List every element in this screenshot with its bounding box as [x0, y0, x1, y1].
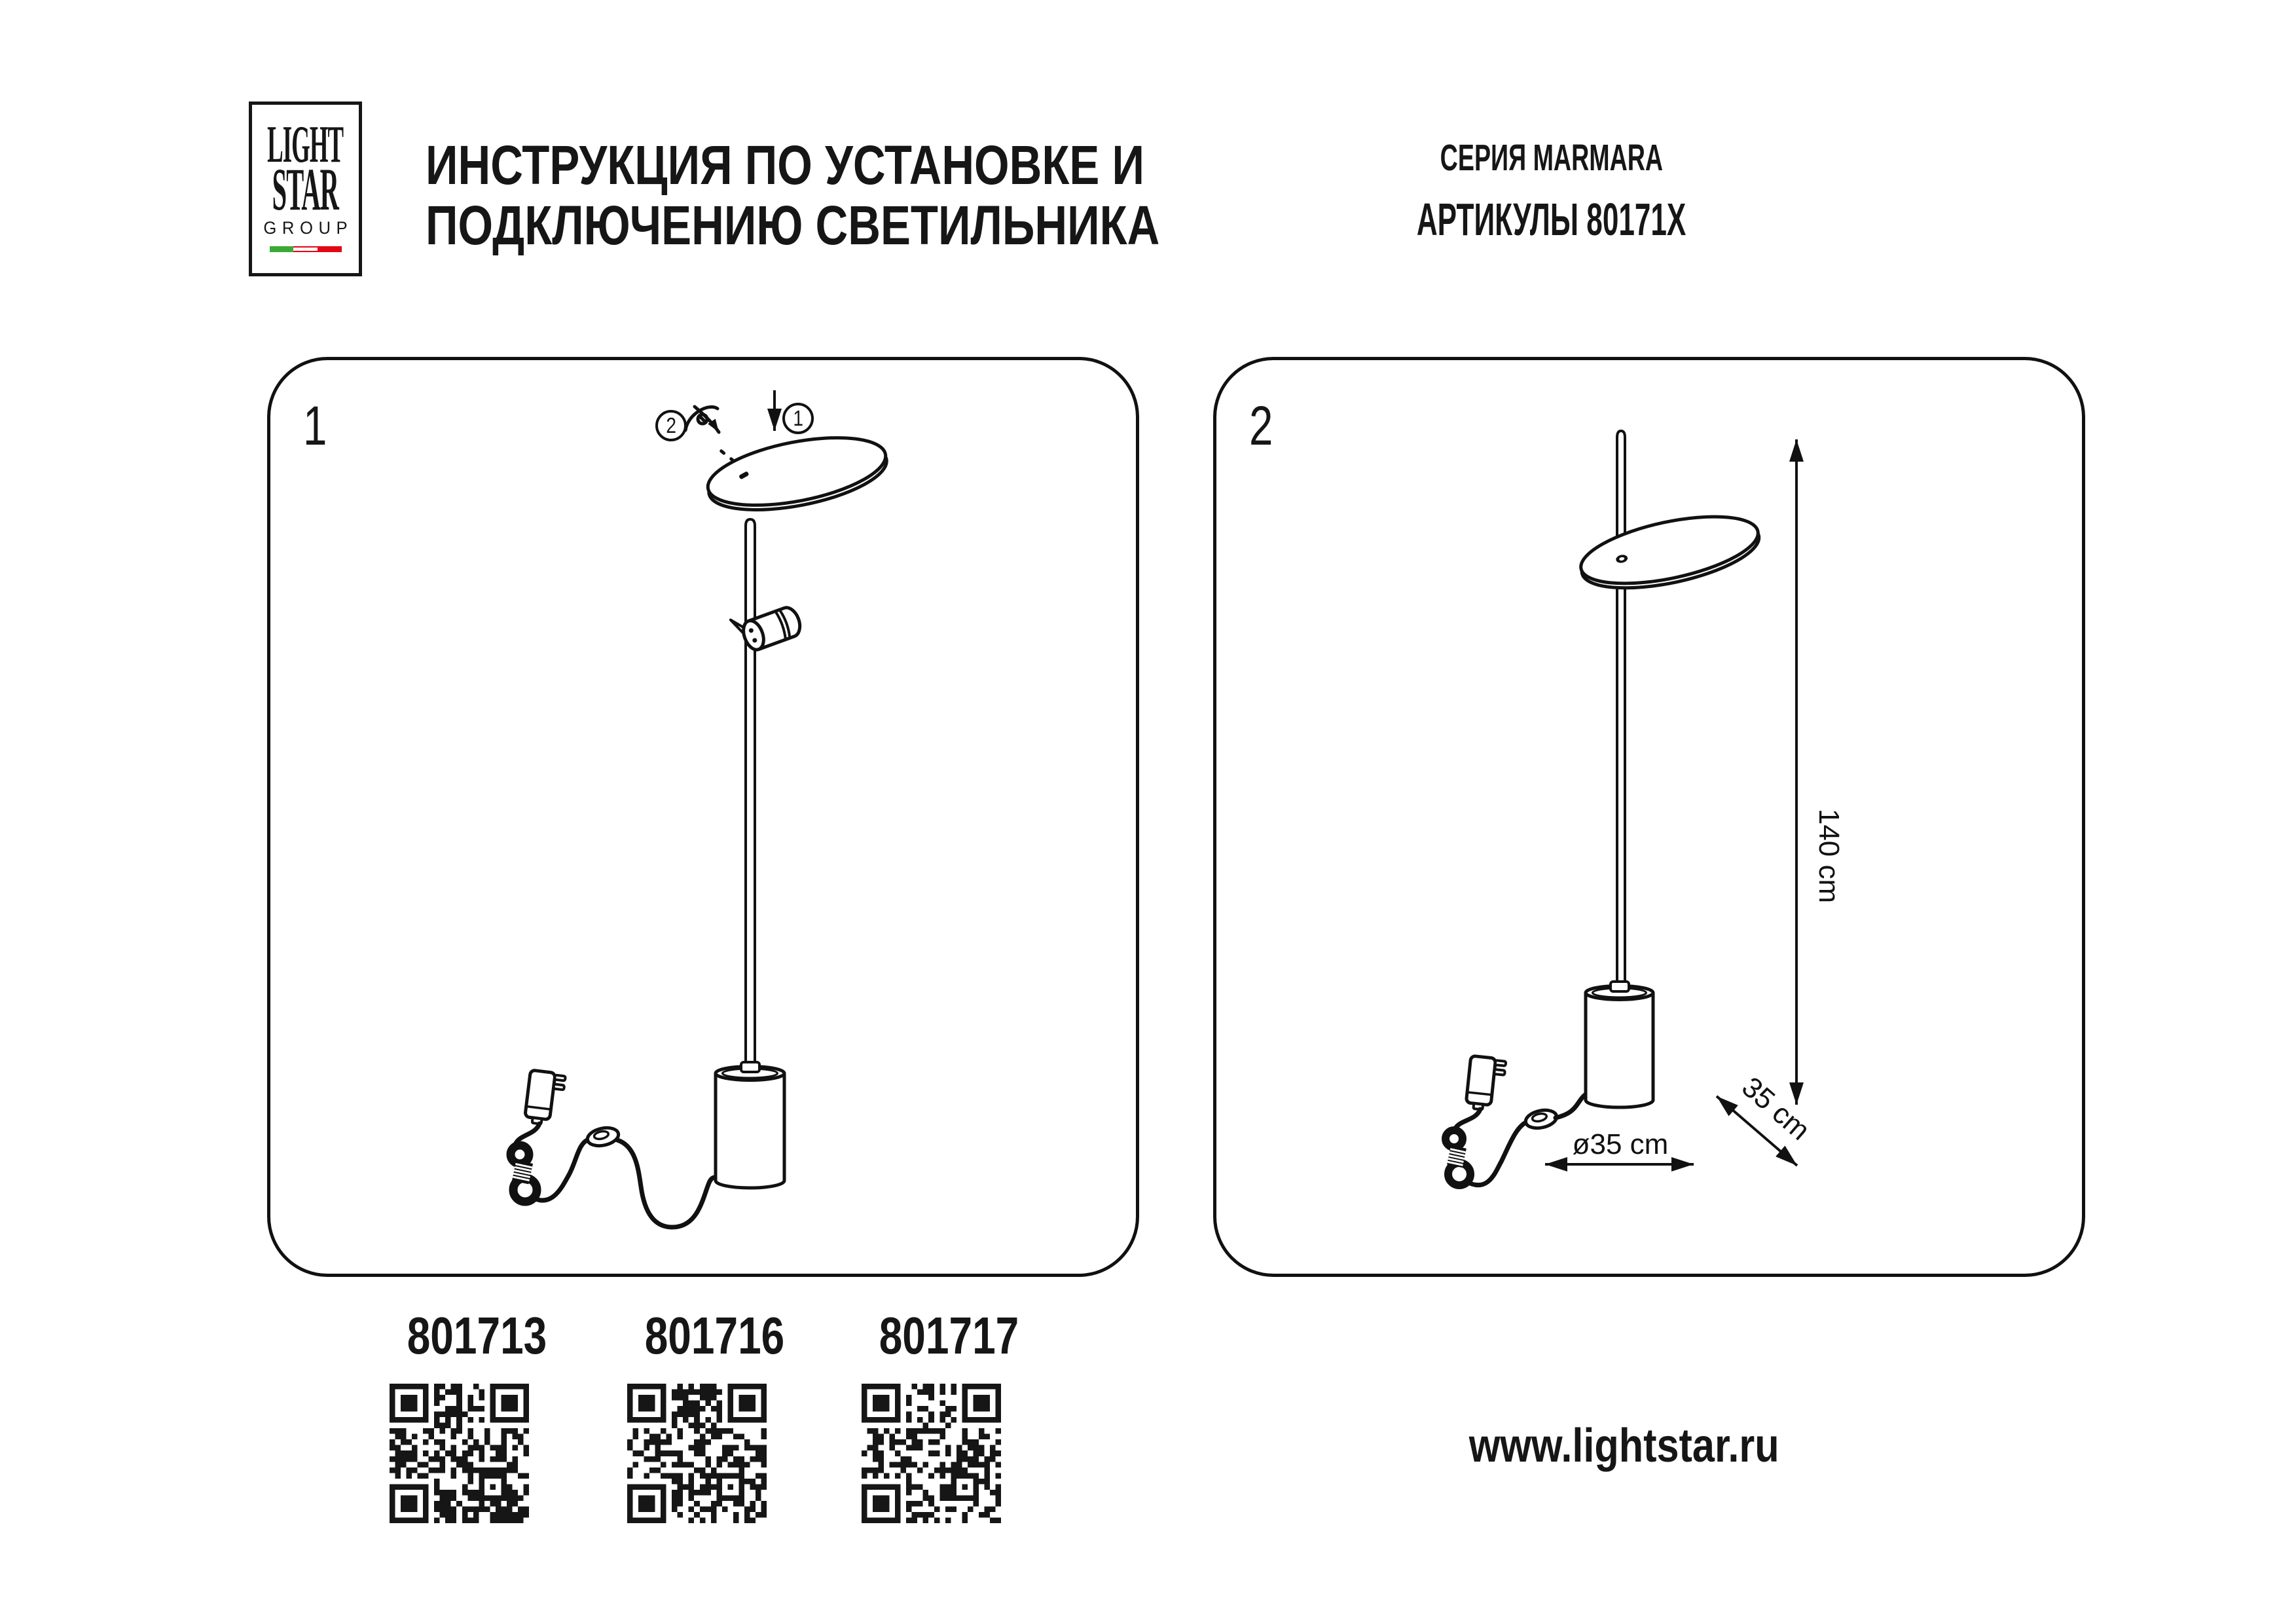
cord-coil	[511, 1145, 537, 1202]
flag-white-stripe	[293, 246, 318, 252]
logo-text-light: LIGHT	[267, 116, 344, 174]
screw-dot	[719, 449, 726, 455]
screw-rotate-icon	[685, 407, 719, 432]
panel-step-2	[1213, 357, 2085, 1277]
depth-dimension-label: 35 cm	[1736, 1071, 1816, 1147]
cord-coil	[1446, 1130, 1470, 1185]
title-line-1: ИНСТРУКЦИЯ ПО УСТАНОВКЕ И	[426, 134, 1145, 196]
power-cord	[1556, 1094, 1588, 1118]
assembly-diagram	[270, 360, 1136, 1274]
article-code-801716: 801716	[644, 1306, 785, 1365]
pole	[746, 519, 755, 1071]
power-cord	[617, 1140, 714, 1227]
italian-flag-icon	[270, 246, 342, 252]
qr-code	[390, 1384, 529, 1523]
inline-switch	[586, 1125, 620, 1148]
power-adapter	[1466, 1056, 1506, 1111]
panel-2-number: 2	[1249, 395, 1273, 456]
logo-text-group: GROUP	[263, 218, 354, 238]
article-code-801717: 801717	[879, 1306, 1019, 1365]
height-dimension-label: 140 cm	[1813, 808, 1845, 904]
spotlight-head	[731, 598, 804, 655]
shade-disc	[702, 425, 892, 522]
panel-1-number: 1	[303, 395, 327, 456]
step-1-marker: 1	[782, 403, 814, 434]
qr-code	[862, 1384, 1001, 1523]
qr-code	[627, 1384, 767, 1523]
height-dimension	[1796, 439, 1845, 1105]
pole	[1617, 431, 1625, 990]
power-cord	[1455, 1109, 1480, 1130]
logo-text-star: STAR	[272, 156, 339, 223]
article-code-801713: 801713	[407, 1306, 547, 1365]
power-cord	[1466, 1121, 1529, 1185]
flag-red-stripe	[318, 246, 342, 252]
panel-step-1	[267, 357, 1139, 1277]
website-url: www.lightstar.ru	[1469, 1420, 1779, 1472]
depth-dimension	[1717, 1071, 1816, 1166]
base-cylinder	[716, 1062, 784, 1188]
dimensions-diagram	[1216, 360, 2082, 1274]
articles-label: АРТИКУЛЫ 80171X	[1417, 194, 1686, 245]
diameter-dimension-label: ø35 cm	[1572, 1128, 1669, 1160]
inline-switch	[1524, 1107, 1558, 1130]
lightstar-logo	[249, 101, 362, 276]
series-block	[1336, 137, 1768, 245]
flag-green-stripe	[270, 246, 294, 252]
series-label: СЕРИЯ MARMARA	[1440, 137, 1664, 179]
shade-disc	[1575, 504, 1764, 600]
page-title	[426, 135, 1321, 255]
diameter-dimension	[1545, 1128, 1694, 1164]
base-cylinder	[1586, 982, 1653, 1107]
power-adapter	[524, 1070, 566, 1126]
step-2-marker: 2	[655, 410, 687, 441]
title-line-2: ПОДКЛЮЧЕНИЮ СВЕТИЛЬНИКА	[426, 194, 1160, 256]
